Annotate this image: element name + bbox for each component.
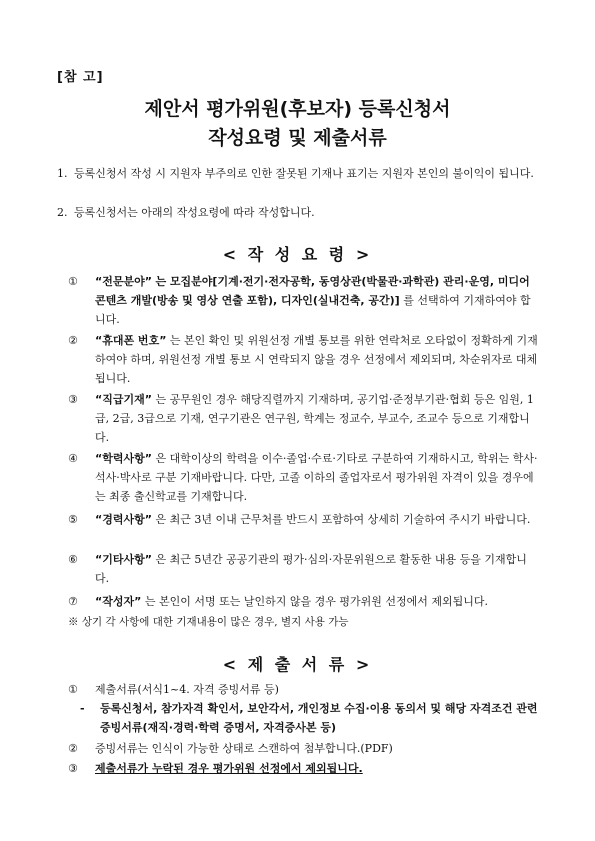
intro-number: 1. [57, 167, 68, 180]
circled-number: ① [68, 683, 78, 696]
guide-item-3 [68, 390, 538, 447]
note-text: ※ 상기 각 사항에 대한 기재내용이 많은 경우, 별지 사용 가능 [68, 616, 349, 628]
guide-item-2 [68, 331, 538, 388]
circled-number: ③ [68, 762, 78, 775]
section-heading-documents: < 제 출 서 류 > [222, 655, 373, 674]
intro-item-2 [57, 203, 544, 222]
guide-key: “경력사항” [95, 513, 152, 526]
guide-text: 은 최근 5년간 공공기관의 평가·심의·자문위원으로 활동한 내용 등을 기재합니다. [95, 553, 527, 585]
intro-text: 등록신청서는 아래의 작성요령에 따라 작성합니다. [74, 206, 315, 219]
reference-label: [참 고] [57, 70, 104, 85]
guide-key-detail: 는 모집분야[기계·전기·전자공학, 동영상관(박물관·과학관) 관리·운영, 미디어 콘텐츠 개발(방송 및 영상 연출 포함), 디자인(실내건축, 공간)] [95, 275, 530, 307]
guide-key: “기타사항” [95, 553, 152, 566]
guide-item-4 [68, 449, 538, 506]
circled-number: ③ [68, 393, 78, 406]
circled-number: ⑤ [68, 513, 78, 526]
intro-number: 2. [57, 206, 68, 219]
dash-marker: - [80, 702, 85, 715]
document-warning-text: 제출서류가 누락된 경우 평가위원 선정에서 제외됩니다. [95, 762, 363, 775]
document-text: 제출서류(서식1~4. 자격 증빙서류 등) [95, 683, 279, 696]
circled-number: ⑥ [68, 553, 78, 566]
guide-key: “직급기재” [95, 393, 152, 406]
guide-item-1 [68, 272, 538, 329]
guide-key: “휴대폰 번호” [95, 334, 167, 347]
intro-text: 등록신청서 작성 시 지원자 부주의로 인한 잘못된 기재나 표기는 지원자 본인의 불이익이 됩니다. [74, 167, 534, 180]
guide-key: “전문분야” [95, 275, 152, 288]
guide-item-6 [68, 550, 538, 588]
circled-number: ② [68, 334, 78, 347]
title-line-1: 제안서 평가위원(후보자) 등록신청서 [144, 98, 451, 120]
guide-key: “학력사항” [95, 452, 152, 465]
circled-number: ② [68, 742, 78, 755]
guide-text: 는 본인이 서명 또는 날인하지 않을 경우 평가위원 선정에서 제외됩니다. [144, 595, 488, 608]
document-item-3 [68, 759, 538, 778]
title-line-2: 작성요령 및 제출서류 [208, 127, 387, 149]
document-item-1 [68, 680, 538, 699]
intro-item-1 [57, 164, 544, 183]
guide-item-5 [68, 510, 538, 529]
document-sub-item [80, 699, 542, 737]
circled-number: ④ [68, 452, 78, 465]
document-sub-text: 등록신청서, 참가자격 확인서, 보안각서, 개인정보 수집·이용 동의서 및 해당 자격조건 관련 증빙서류(재직·경력·학력 증명서, 자격증사본 등) [100, 702, 538, 734]
section-heading-writing-guide: < 작 성 요 령 > [222, 245, 373, 264]
document-text: 증빙서류는 인식이 가능한 상태로 스캔하여 첨부합니다.(PDF) [95, 742, 393, 755]
guide-text: 는 공무원인 경우 해당직렬까지 기재하며, 공기업·준정부기관·협회 등은 임원, 1급, 2급, 3급으로 기재, 연구기관은 연구원, 학계는 정교수, 부교수, 조교수 등으로 기재합니다. [95, 393, 534, 444]
circled-number: ⑦ [68, 595, 78, 608]
guide-text: 는 본인 확인 및 위원선정 개별 통보를 위한 연락처로 오타없이 정확하게 기재하여야 하며, 위원선정 개별 통보 시 연락되지 않을 경우 선정에서 제외되며, 차순위자로 대체됩니다. [95, 334, 538, 385]
guide-item-7 [68, 592, 538, 611]
guide-text: 은 대학이상의 학력을 이수·졸업·수료·기타로 구분하여 기재하시고, 학위는 학사·석사·박사로 구분 기재바랍니다. 다만, 고졸 이하의 졸업자로서 평가위원 자격이 있을 경우에는 최종 출신학교를 기재합니다. [95, 452, 538, 503]
guide-key: “작성자” [95, 595, 142, 608]
guide-text: 를 선택하여 기재하여야 합니다. [95, 294, 531, 326]
circled-number: ① [68, 275, 78, 288]
document-item-2 [68, 739, 538, 758]
guide-text: 은 최근 3년 이내 근무처를 반드시 포함하여 상세히 기술하여 주시기 바랍니다. [155, 513, 531, 526]
